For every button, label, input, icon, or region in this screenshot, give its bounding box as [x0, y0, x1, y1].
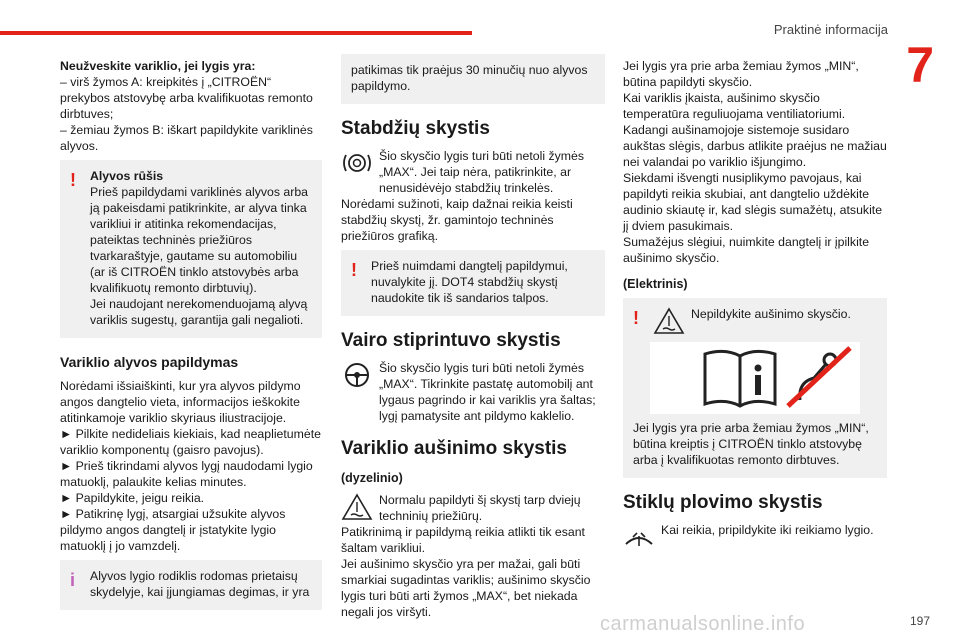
warning-icon: !	[633, 308, 639, 328]
warning-icon: !	[351, 260, 357, 280]
coolant-scald-text: Siekdami išvengti nusiplikymo pavojaus, kai papildyti reikia skubiai, ant dangtelio uždėkite audinio skiautę ir, kad slėgis sumažėtų, atsukite jį dviem pasukimais.	[623, 171, 883, 233]
steering-text: Šio skysčio lygis turi būti netoli žymės „MAX“. Tikrinkite pastatę automobilį ant lygaus pagrindo ir kai variklis yra šaltas; lygį pamatysite ant pildymo kaklelio.	[379, 361, 596, 423]
warning-box-oil-type	[60, 160, 322, 338]
refill-line-5: ► Patikrinę lygį, atsargiai užsukite alyvos pildymo angos dangtelį ir įstatykite lygio matuoklį į jo vamzdelį.	[60, 507, 286, 553]
info-text: Alyvos lygio rodiklis rodomas prietaisų skydelyje, kai įjungiamas degimas, ir yra	[90, 569, 310, 599]
refill-line-2: ► Pilkite nedideliais kiekiais, kad neaplietumėte variklio komponentų (gaisro pavojus).	[60, 427, 321, 457]
p1-line-2: – žemiau žymos B: iškart papildykite variklinės alyvos.	[60, 123, 313, 153]
info-icon: i	[70, 570, 76, 590]
diesel-label: (dyzelinio)	[341, 471, 403, 485]
heading-oil-refill: Variklio alyvos papildymas	[60, 354, 239, 370]
heading-coolant: Variklio aušinimo skystis	[341, 438, 567, 459]
steering-wheel-icon	[341, 360, 373, 390]
info-box-oil-indicator	[60, 560, 322, 610]
page-number: 197	[909, 614, 930, 628]
warning-text-2: Jei naudojant nerekomenduojamą alyvą variklis sugestų, garantija gali negalioti.	[90, 297, 308, 327]
heading-brake-fluid: Stabdžių skystis	[341, 118, 490, 139]
header-accent-bar	[0, 31, 472, 35]
coolant-min-text: Jei lygis yra prie arba žemiau žymos „MIN“, būtina papildyti skysčio.	[623, 59, 859, 89]
heading-power-steering: Vairo stiprintuvo skystis	[341, 330, 561, 351]
coolant-text-3: Jei aušinimo skysčio yra per mažai, gali būti smarkiai sugadintas variklis; aušinimo skysčio lygis turi būti arti žymos „MAX“, bet niekada negali jos viršyti.	[341, 557, 591, 619]
warning-title: Alyvos rūšis	[90, 169, 164, 183]
heading-washer-fluid: Stiklų plovimo skystis	[623, 492, 823, 513]
column-2	[341, 58, 605, 620]
info-box-continued	[341, 54, 605, 104]
warning-box-brake	[341, 250, 605, 316]
column-3	[623, 58, 887, 552]
coolant-warning-icon	[341, 492, 373, 522]
coolant-text-2: Patikrinimą ir papildymą reikia atlikti tik esant šaltam varikliui.	[341, 525, 585, 555]
section-title: Praktinė informacija	[773, 22, 888, 37]
warning-text: Nepildykite aušinimo skysčio.	[691, 307, 851, 321]
watermark: carmanualsonline.info	[600, 613, 806, 635]
coolant-text: Normalu papildyti šį skystį tarp dviejų techninių priežiūrų.	[379, 493, 581, 523]
washer-text: Kai reikia, pripildykite iki reikiamo lygio.	[661, 523, 874, 537]
refill-line-1: Norėdami išsiaiškinti, kur yra alyvos pildymo angos dangtelio vieta, informacijos ieškokite atitinkamoje variklio skyriaus iliustracijoje.	[60, 379, 301, 425]
p1-title: Neužveskite variklio, jei lygis yra:	[60, 59, 256, 73]
coolant-fan-text: Kai variklis įkaista, aušinimo skysčio temperatūra reguliuojama ventiliatoriumi.	[623, 91, 846, 121]
washer-fluid-icon	[623, 522, 655, 552]
column-1	[60, 58, 322, 620]
warning-box-electric	[623, 298, 887, 478]
coolant-warning-icon	[653, 306, 685, 336]
info-text-continued: patikimas tik praėjus 30 minučių nuo alyvos papildymo.	[351, 63, 588, 93]
p1-line-1: – virš žymos A: kreipkitės į „CITROËN“ prekybos atstovybę arba kvalifikuotas remonto dirbtuves;	[60, 75, 313, 121]
brake-text-2: Norėdami sužinoti, kaip dažnai reikia keisti stabdžių skystį, žr. gamintojo techninės priežiūros grafiką.	[341, 197, 573, 243]
warning-icon: !	[70, 170, 76, 190]
warning-text-2: Jei lygis yra prie arba žemiau žymos „MIN“, būtina kreiptis į CITROËN tinklo atstovybę arba į kvalifikuotas remonto dirbtuves.	[633, 421, 869, 467]
coolant-refill-text: Sumažėjus slėgiui, nuimkite dangtelį ir įpilkite aušinimo skysčio.	[623, 235, 870, 265]
coolant-pressure-text: Kadangi aušinamojoje sistemoje susidaro aukštas slėgis, darbus atlikite praėjus ne mažiau nei valandai po variklio išjungimo.	[623, 123, 887, 169]
warning-text: Prieš papildydami variklinės alyvos arba ją pakeisdami patikrinkite, ar alyva tinka varikliui ir atitinka rekomendacijas, pateiktas techninės priežiūros tvarkaraštyje, gautame su automobiliu (ar iš CITROËN tinklo atstovybės arba kvalifikuotų remonto dirbtuvių).	[90, 185, 309, 295]
electric-label: (Elektrinis)	[623, 277, 688, 291]
refill-line-3: ► Prieš tikrindami alyvos lygį naudodami lygio matuoklį, palaukite kelias minutes.	[60, 459, 313, 489]
no-refill-illustration	[650, 342, 860, 414]
refill-line-4: ► Papildykite, jeigu reikia.	[60, 491, 205, 505]
chapter-number: 7	[906, 37, 934, 93]
brake-text: Šio skysčio lygis turi būti netoli žymės „MAX“. Jei taip nėra, patikrinkite, ar nenusidėvėjo stabdžių trinkelės.	[379, 149, 585, 195]
warning-text: Prieš nuimdami dangtelį papildymui, nuvalykite jį. DOT4 stabdžių skystį naudokite tik iš sandarios talpos.	[371, 259, 568, 305]
brake-fluid-icon	[341, 148, 373, 178]
